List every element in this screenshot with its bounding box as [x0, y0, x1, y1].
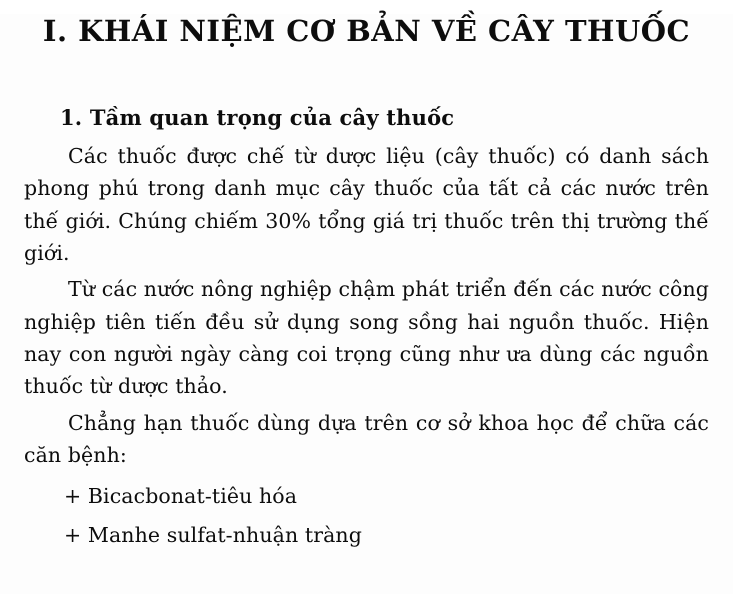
paragraph-2: Từ các nước nông nghiệp chậm phát triển đến các nước công nghiệp tiên tiến đều sử dụng song sồng hai nguồn thuốc. Hiện nay con người ngày càng coi trọng cũng như ưa dùng các nguồn thuốc từ dược thảo.: [24, 277, 709, 399]
paragraph-3: Chẳng hạn thuốc dùng dựa trên cơ sở khoa học để chữa các căn bệnh:: [24, 410, 709, 468]
paragraph-1: Các thuốc được chế từ dược liệu (cây thuốc) có danh sách phong phú trong danh mục cây thuốc của tất cả các nước trên thế giới. Chúng chiếm 30% tổng giá trị thuốc trên thị trường thế giới.: [24, 143, 709, 265]
list-item: + Manhe sulfat-nhuận tràng: [64, 523, 362, 548]
document-page: [0, 14, 733, 594]
section-heading: 1. Tầm quan trọng của cây thuốc: [60, 104, 455, 130]
chapter-title: I. KHÁI NIỆM CƠ BẢN VỀ CÂY THUỐC: [42, 14, 691, 48]
list-item: + Bicacbonat-tiêu hóa: [64, 483, 298, 508]
